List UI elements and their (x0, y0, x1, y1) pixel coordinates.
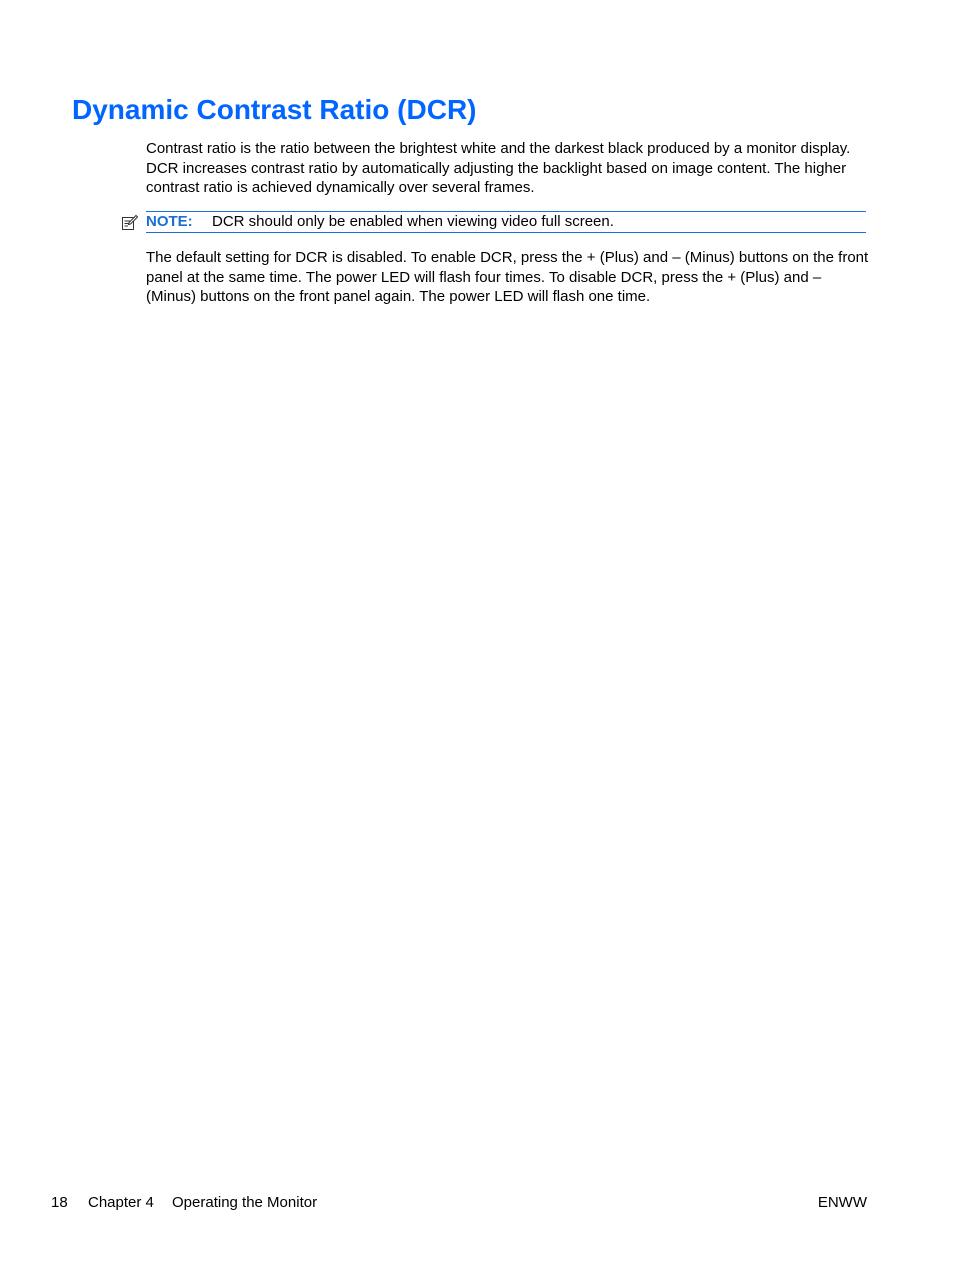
footer-locale: ENWW (817, 1194, 867, 1211)
page-title: Dynamic Contrast Ratio (DCR) (72, 94, 477, 125)
intro-paragraph: Contrast ratio is the ratio between the brightest white and the darkest black produced by a monitor display. DCR increases contrast ratio by automatically adjusting the backlight based on image content. The higher contrast ratio is achieved dynamically over several frames. (146, 140, 851, 197)
chapter-label: Chapter 4 (88, 1194, 154, 1211)
note-text (146, 212, 614, 231)
note-body: DCR should only be enabled when viewing video full screen. (212, 213, 614, 230)
note-label: NOTE: (146, 213, 193, 230)
page-number: 18 (51, 1194, 68, 1211)
chapter-title: Operating the Monitor (172, 1194, 318, 1211)
enable-dcr-paragraph: The default setting for DCR is disabled. To enable DCR, press the + (Plus) and – (Minus) buttons on the front panel at the same time. The power LED will flash four times. To disable DCR, press the + (Plus) and – (Minus) buttons on the front panel again. The power LED will flash one time. (146, 249, 869, 306)
footer-left (51, 1193, 317, 1212)
note-icon (121, 214, 138, 231)
